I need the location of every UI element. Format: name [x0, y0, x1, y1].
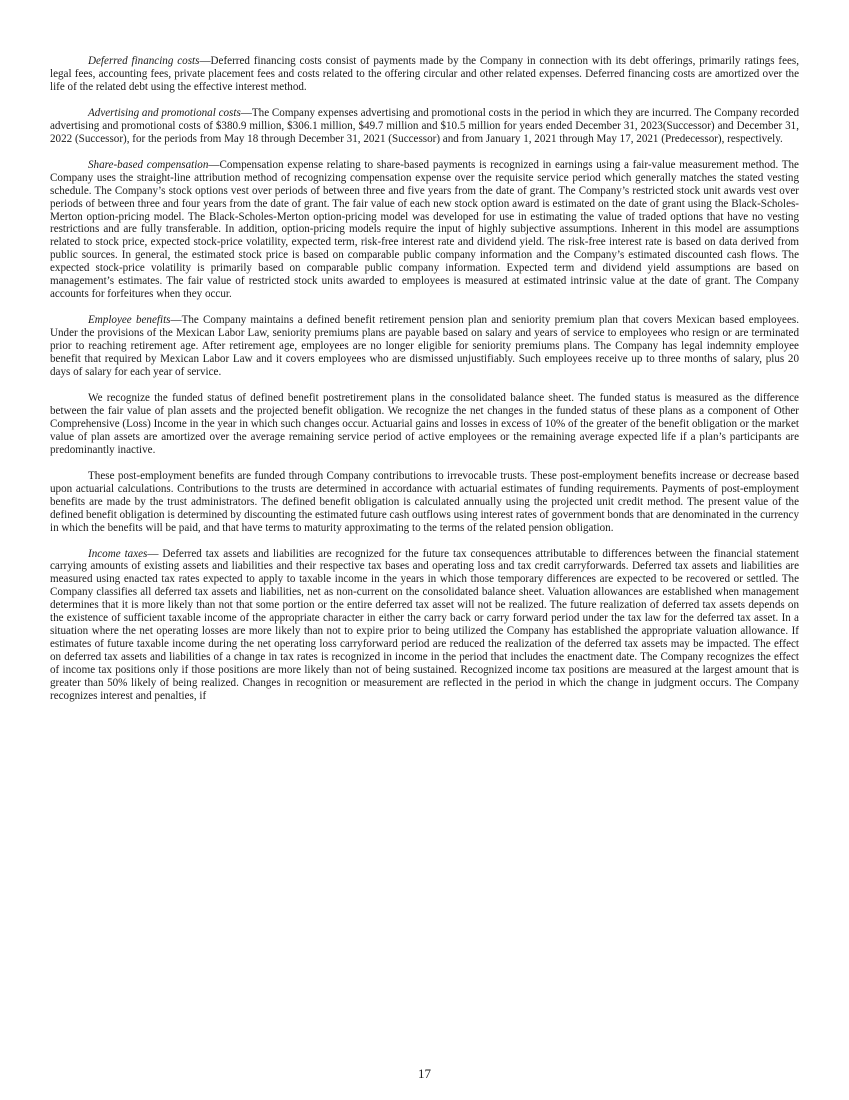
text-advertising-costs: —The Company expenses advertising and promotional costs in the period in which they are incurred. The Company recorded advertising and promotional costs of $380.9 million, $306.1 million, $49.7 million and $10.5 million for years ended December 31, 2023(Successor) and December 31, 2022 (Successor), for the periods from May 18 through December 31, 2021 (Successor) and from January 1, 2021 through May 17, 2021 (Predecessor), respectively.: [50, 106, 799, 145]
paragraph-income-taxes: [50, 548, 799, 703]
text-post-employment-benefits: These post-employment benefits are funded through Company contributions to irrevocable trusts. These post-employment benefits increase or decrease based upon actuarial calculations. Contributions to the trusts are determined in accordance with actuarial estimates of funding requirements. Payments of post-employment benefits are made by the trust administrators. The defined benefit obligation is calculated annually using the projected unit credit method. The present value of the defined benefit obligation is determined by discounting the estimated future cash outflows using interest rates of government bonds that are denominated in the currency in which the benefits will be paid, and that have terms to maturity approximating to the terms of the related pension obligation.: [50, 469, 799, 534]
heading-employee-benefits: Employee benefits: [88, 314, 171, 327]
paragraph-deferred-financing-costs: [50, 55, 799, 94]
paragraph-post-employment-benefits: [50, 470, 799, 535]
paragraph-funded-status: [50, 392, 799, 457]
heading-advertising-costs: Advertising and promotional costs: [88, 106, 241, 119]
heading-share-based-compensation: Share-based compensation: [88, 158, 209, 171]
text-deferred-financing-costs: —Deferred financing costs consist of payments made by the Company in connection with its debt offerings, primarily ratings fees, legal fees, accounting fees, private placement fees and costs related to the offering circular and other related expenses. Deferred financing costs are amortized over the life of the related debt using the effective interest method.: [50, 55, 800, 93]
paragraph-advertising-costs: [50, 107, 799, 146]
document-page: [50, 55, 799, 716]
heading-deferred-financing-costs: Deferred financing costs: [88, 55, 200, 67]
text-funded-status: We recognize the funded status of defined benefit postretirement plans in the consolidated balance sheet. The funded status is measured as the difference between the fair value of plan assets and the projected benefit obligation. We recognize the net changes in the funded status of these plans as a component of Other Comprehensive (Loss) Income in the year in which such changes occur. Actuarial gains and losses in excess of 10% of the greater of the benefit obligation or the market value of plan assets are amortized over the average remaining service period of active employees or the remaining average expected life if a plan’s participants are predominantly inactive.: [50, 391, 799, 456]
text-income-taxes: — Deferred tax assets and liabilities are recognized for the future tax consequences attributable to differences between the financial statement carrying amounts of existing assets and liabilities and their respective tax bases and operating loss and tax credit carryforwards. Deferred tax assets and liabilities are measured using enacted tax rates expected to apply to taxable income in the years in which those temporary differences are expected to be recovered or settled. The Company classifies all deferred tax assets and liabilities, net as non-current on the consolidated balance sheet. Valuation allowances are established when management determines that it is more likely than not that some portion or the entire deferred tax asset will not be realized. The future realization of deferred tax assets depends on the existence of sufficient taxable income of the appropriate character in either the carry back or carry forward period under the tax law for the deferred tax asset. In a situation where the net operating losses are more likely than not to expire prior to being utilized the Company has established the appropriate valuation allowance. If estimates of future taxable income during the net operating loss carryforward period are reduced the realization of the deferred tax assets may be impacted. The effect on deferred tax assets and liabilities of a change in tax rates is recognized in income in the period that includes the enactment date. The Company recognizes the effect of income tax positions only if those positions are more likely than not of being sustained. Recognized income tax positions are measured at the largest amount that is greater than 50% likely of being realized. Changes in recognition or measurement are reflected in the period in which the change in judgment occurs. The Company recognizes interest and penalties, if: [50, 547, 799, 702]
paragraph-share-based-compensation: [50, 159, 799, 301]
page-number: 17: [418, 1066, 431, 1081]
paragraph-employee-benefits: [50, 314, 799, 379]
text-employee-benefits: —The Company maintains a defined benefit retirement pension plan and seniority premium plan that covers Mexican based employees. Under the provisions of the Mexican Labor Law, seniority premiums plans are payable based on salary and years of service to employees who resign or are terminated prior to reaching retirement age. After retirement age, employees are no longer eligible for seniority premiums plans. The Company has legal indemnity employee benefit that required by Mexican Labor Law and it covers employees who are dismissed unjustifiably. Such employees receive up to three months of salary, plus 20 days of salary for each year of service.: [50, 314, 799, 379]
text-share-based-compensation: —Compensation expense relating to share-based payments is recognized in earnings using a fair-value measurement method. The Company uses the straight-line attribution method of recognizing compensation expense over the requisite service period which generally matches the stated vesting schedule. The Company’s stock options vest over periods of between three and five years from the date of grant. The Company’s restricted stock unit awards vest over periods of between three and four years from the date of grant. The fair value of each new stock option award is estimated on the date of grant using the Black-Scholes-Merton option-pricing model. The Black-Scholes-Merton option-pricing model was developed for use in estimating the value of traded options that have no vesting restrictions and are fully transferable. In addition, option-pricing models require the input of highly subjective assumptions. Inherent in this model are assumptions related to stock price, expected stock-price volatility, expected term, risk-free interest rate and dividend yield. The risk-free interest rate is based on data derived from public sources. In general, the estimated stock price is based on comparable public company information and the Company’s estimated discounted cash flows. The expected stock-price volatility is primarily based on comparable public company information. Expected term and dividend yield assumptions are based on management’s estimates. The fair value of restricted stock units awarded to employees is measured at estimated intrinsic value at the date of grant. The Company accounts for forfeitures when they occur.: [50, 158, 799, 301]
heading-income-taxes: Income taxes: [88, 547, 148, 560]
